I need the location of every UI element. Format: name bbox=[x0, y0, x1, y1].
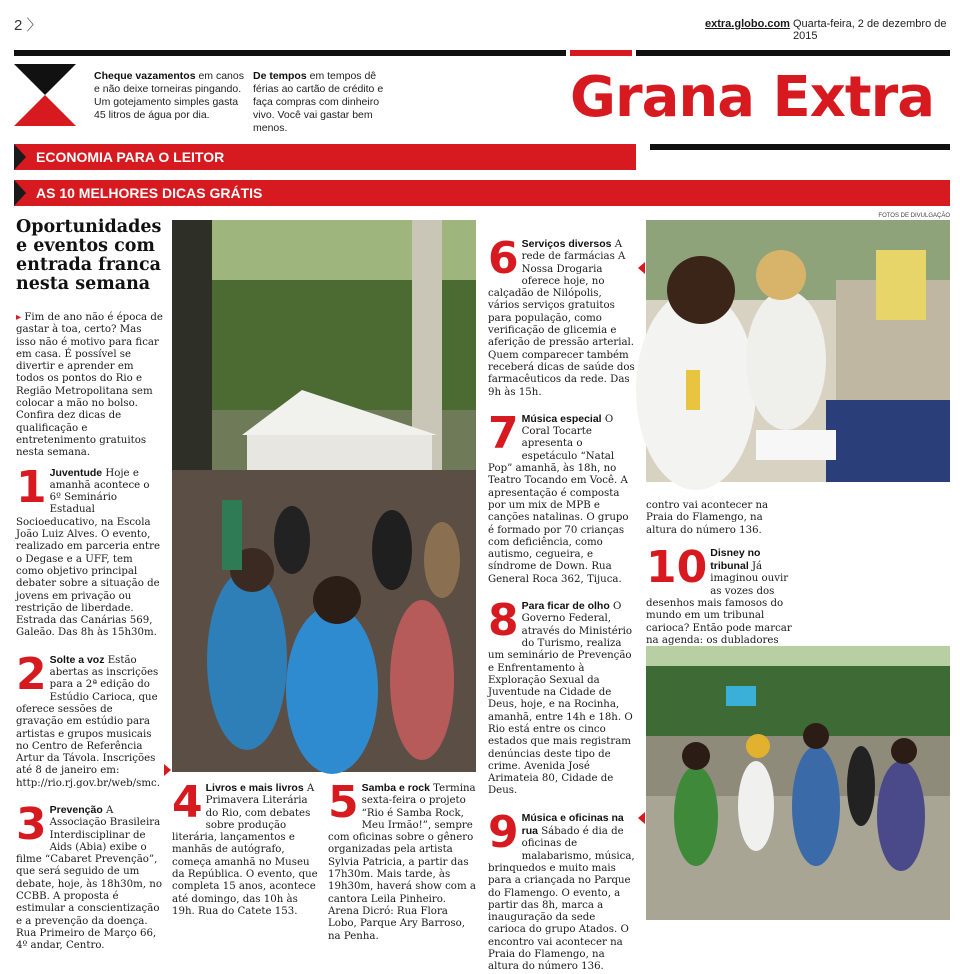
item-title: Samba e rock bbox=[361, 782, 430, 794]
article-column-3-bottom bbox=[328, 777, 476, 943]
tip-item-1 bbox=[16, 461, 163, 640]
section-logo: Grana Extra bbox=[570, 65, 935, 130]
item-title: Solte a voz bbox=[49, 653, 105, 666]
pharmacy-photo bbox=[646, 220, 950, 482]
item-number: 7 bbox=[488, 407, 519, 459]
header-rule bbox=[636, 50, 950, 56]
photo-park-workshops bbox=[646, 646, 950, 920]
item-number: 10 bbox=[646, 541, 708, 593]
item-number: 6 bbox=[488, 233, 519, 284]
header-rule bbox=[14, 50, 566, 56]
tip-item-6 bbox=[488, 233, 635, 399]
item-title: Música especial bbox=[521, 412, 602, 425]
item-title: Música e oficinas na rua bbox=[521, 811, 624, 838]
item-text: A Primavera Literária do Rio, com debates sobre produção literária, lançamentos e manhãs de autógrafo, começa amanhã no Museu da República. O evento, que completa 15 anos, acontece até domingo, das 10h às 19h. Rua do Catete 153. bbox=[172, 783, 318, 917]
triangle-icon bbox=[14, 144, 26, 170]
logo-underline bbox=[650, 144, 950, 150]
item-text: O Coral Tocarte apresenta o espetáculo “Natal Pop” amanhã, às 18h, no Teatro Tocando em Você. A apresentação é composta por um mix de MPB e canções natalinas. O grupo é formado por 70 crianças com deficiência, como autismo, cegueira, e síndrome de Down. Rua General Roca 362, Tijuca. bbox=[488, 413, 629, 585]
item-title: Juventude bbox=[49, 466, 103, 479]
item-title: Serviços diversos bbox=[521, 238, 612, 250]
article-headline: Oportunidades e eventos com entrada franca nesta semana bbox=[16, 217, 162, 294]
tip-item-4 bbox=[172, 777, 318, 918]
article-column-1 bbox=[16, 312, 163, 953]
item-text: Estão abertas as inscrições para a 2ª edição do Estúdio Carioca, que oferece sessões de gravação em estúdio para artistas e grupos musicais no Centro de Referência Artur da Távola. Inscrições até 8 de janeiro em: http://rio.rj.gov.br/web/smc. bbox=[16, 654, 160, 789]
tip-item-2 bbox=[16, 648, 163, 790]
photo-book-fair bbox=[172, 220, 476, 772]
item-text: Hoje e amanhã acontece o 6º Seminário Estadual Socioeducativo, na Escola João Luiz Alves. O evento, realizado em parceria entre o Degase e a UFF, tem como objetivo principal debater sobre a situação de jovens em privação ou restrição de liberdade. Estrada das Canárias 569, Galeão. Das 8h às 15h30m. bbox=[16, 467, 160, 639]
item-title: Para ficar de olho bbox=[521, 600, 610, 613]
tip-item-3 bbox=[16, 798, 163, 953]
feature-band: AS 10 MELHORES DICAS GRÁTIS bbox=[14, 180, 950, 206]
tip-item-9 bbox=[488, 806, 635, 974]
tip-item-8 bbox=[488, 595, 635, 798]
item-text: Sábado é dia de oficinas de malabarismo, música, brinquedos e muito mais para a criançada no Parque do Flamengo. O evento, a partir das 8h, marca a inauguração da sede carioca do grupo Atados. O encontro vai acontecer na Praia do Flamengo, na altura do número 136. bbox=[488, 826, 635, 973]
item-text: A rede de farmácias A Nossa Drogaria oferece hoje, no calçadão de Nilópolis, vários serviços gratuitos para população, como verificação de glicemia e aferição de pressão arterial. Quem comparecer também receberá dicas de saúde dos farmacêuticos da rede. Das 9h às 15h. bbox=[488, 239, 635, 398]
article-column-4 bbox=[488, 233, 635, 974]
caret-icon bbox=[164, 764, 171, 776]
caret-icon bbox=[638, 262, 645, 274]
item-number: 9 bbox=[488, 806, 519, 858]
crowd-photo bbox=[172, 220, 476, 772]
item-text: Já imaginou ouvir as vozes dos desenhos mais famosos do mundo em um tribunal carioca? Então pode marcar na agenda: os dubladores bbox=[646, 561, 792, 646]
photo-pharmacy bbox=[646, 220, 950, 482]
tip-box: De tempos em tempos dê férias ao cartão de crédito e faça compras com dinheiro vivo. Você vai gastar bem menos. bbox=[253, 70, 384, 134]
item-number: 8 bbox=[488, 595, 519, 647]
section-band: ECONOMIA PARA O LEITOR bbox=[14, 144, 636, 170]
issue-date: Quarta-feira, 2 de dezembro de 2015 bbox=[793, 18, 947, 42]
header-rule-red bbox=[570, 50, 632, 56]
item-text: A Associação Brasileira Interdisciplinar de Aids (Abia) exibe o filme “Cabaret Prevenção”, que será seguido de um debate, hoje, às 18h30m, no CCBB. A proposta é estimular a conscientização e a prevenção da doença. Rua Primeiro de Março 66, 4º andar, Centro. bbox=[16, 804, 162, 952]
triangle-icon bbox=[14, 180, 26, 206]
park-photo bbox=[646, 646, 950, 920]
item-text: O Governo Federal, através do Ministério do Turismo, realiza um seminário de Prevenção e Enfrentamento à Exploração Sexual da Juventude na Cidade de Deus, hoje, e na Rocinha, amanhã, entre 14h e 18h. O Rio está entre os cinco estados que mais registram denúncias deste tipo de crime. Avenida José Arimateia 80, Cidade de Deus. bbox=[488, 601, 633, 797]
article-intro: ▸ Fim de ano não é época de gastar à toa, certo? Mas isso não é motivo para ficar em casa. É possível se divertir e aprender em todos os pontos do Rio e Região Metropolitana sem colocar a mão no bolso. Confira dez dicas de qualificação e entretenimento gratuitos nesta semana. bbox=[16, 312, 163, 459]
tip-box: Cheque vazamentos em canos e não deixe torneiras pingando. Um gotejamento simples gasta 45 litros de água por dia. bbox=[94, 70, 244, 121]
bullet-icon: ▸ bbox=[16, 312, 25, 323]
site-link[interactable]: extra.globo.com bbox=[705, 18, 790, 30]
item-number: 5 bbox=[328, 777, 359, 828]
hourglass-icon bbox=[14, 64, 76, 126]
item-number: 2 bbox=[16, 648, 47, 700]
item-text: Termina sexta-feira o projeto “Rio é Samba Rock, Meu Irmão!”, sempre com oficinas sobre o gênero organizadas pela artista Sylvia Patricia, a partir das 17h30m. Mais tarde, às 19h30m, haverá show com a cantora Leila Pinheiro. Arena Dicró: Rua Flora Lobo, Parque Ary Barroso, na Penha. bbox=[328, 783, 476, 942]
photo-credit: FOTOS DE DIVULGAÇÃO bbox=[878, 213, 950, 219]
item-title: Prevenção bbox=[49, 803, 103, 816]
tip-item-7 bbox=[488, 407, 635, 586]
article-column-2 bbox=[172, 777, 318, 918]
caret-icon bbox=[638, 812, 645, 824]
item-number: 1 bbox=[16, 461, 47, 513]
item-text-continued: contro vai acontecer na Praia do Flamengo, na altura do número 136. bbox=[646, 500, 769, 536]
page-number: 2 〉 bbox=[14, 17, 42, 34]
item-number: 3 bbox=[16, 798, 47, 850]
item-number: 4 bbox=[172, 777, 203, 828]
item-title: Livros e mais livros bbox=[205, 782, 304, 794]
item-title: Disney no tribunal bbox=[710, 546, 761, 573]
tip-item-5 bbox=[328, 777, 476, 943]
